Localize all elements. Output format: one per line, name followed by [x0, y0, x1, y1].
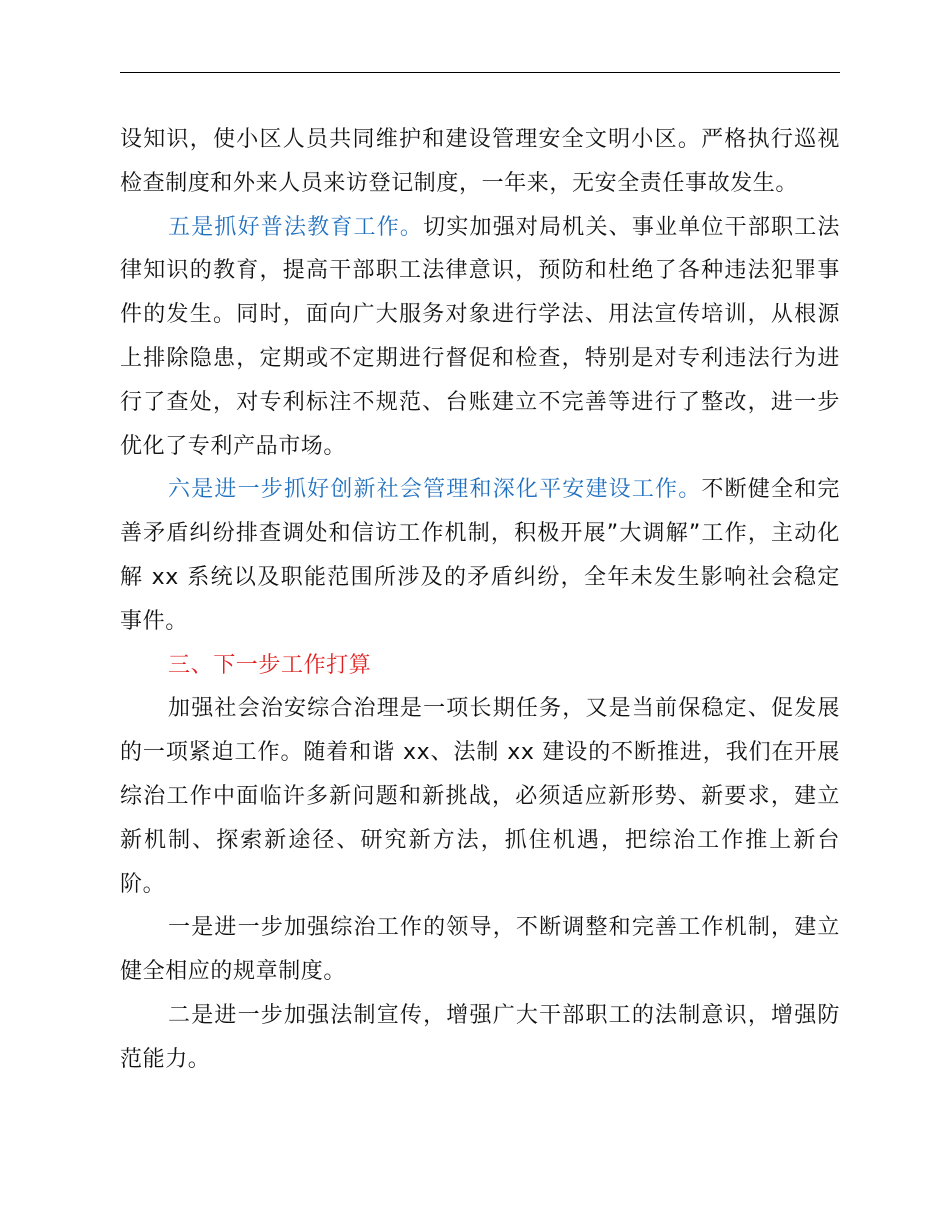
- paragraph-body-social-management: 不断健全和完善矛盾纠纷排查调处和信访工作机制，积极开展”大调解”工作，主动化解 xx 系统以及职能范围所涉及的矛盾纠纷，全年未发生影响社会稳定事件。: [120, 477, 840, 634]
- paragraph-heading-legal-education: 五是抓好普法教育工作。: [168, 214, 424, 240]
- document-body: [120, 118, 840, 1082]
- paragraph-step-one: 一是进一步加强综治工作的领导，不断调整和完善工作机制，建立健全相应的规章制度。: [120, 915, 840, 985]
- paragraph-body-legal-education: 切实加强对局机关、事业单位干部职工法律知识的教育，提高干部职工法律意识，预防和杜绝了各种违法犯罪事件的发生。同时，面向广大服务对象进行学法、用法宣传培训，从根源上排除隐患，定期或不定期进行督促和检查，特别是对专利违法行为进行了查处，对专利标注不规范、台账建立不完善等进行了整改，进一步优化了专利产品市场。: [120, 214, 840, 459]
- section-title-next-steps: 三、下一步工作打算: [168, 652, 372, 678]
- paragraph-safety-continued: 设知识，使小区人员共同维护和建设管理安全文明小区。严格执行巡视检查制度和外来人员来访登记制度，一年来，无安全责任事故发生。: [120, 127, 840, 196]
- paragraph-legal-education: [120, 206, 840, 469]
- paragraph-heading-social-management: 六是进一步抓好创新社会管理和深化平安建设工作。: [168, 477, 702, 503]
- header-rule: [120, 72, 840, 73]
- paragraph-next-steps-intro: 加强社会治安综合治理是一项长期任务，又是当前保稳定、促发展的一项紧迫工作。随着和谐 xx、法制 xx 建设的不断推进，我们在开展综治工作中面临许多新问题和新挑战，必须适应新形势、新要求，建立新机制、探索新途径、研究新方法，抓住机遇，把综治工作推上新台阶。: [120, 696, 840, 897]
- paragraph-step-two: 二是进一步加强法制宣传，增强广大干部职工的法制意识，增强防范能力。: [120, 1002, 840, 1072]
- paragraph-social-management: [120, 468, 840, 643]
